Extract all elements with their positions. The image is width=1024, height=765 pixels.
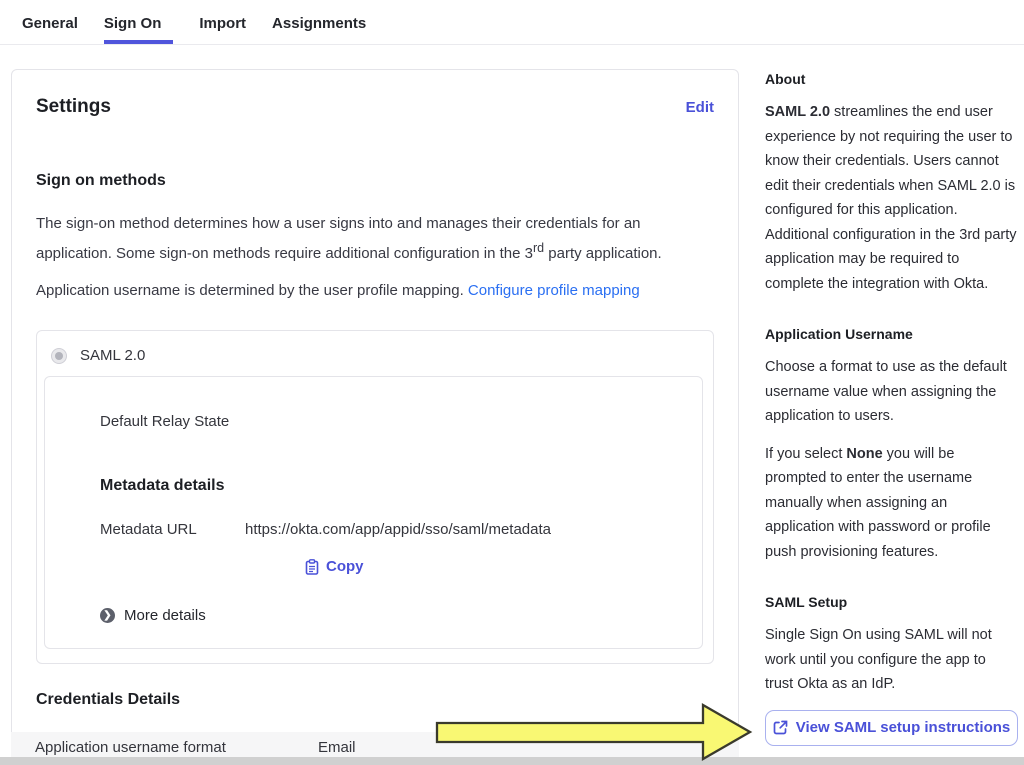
tab-assignments[interactable]: Assignments bbox=[272, 15, 367, 32]
saml-method-box bbox=[36, 330, 714, 664]
about-section bbox=[765, 71, 1018, 296]
more-details-toggle[interactable] bbox=[100, 607, 682, 624]
bottom-edge-strip bbox=[0, 757, 1024, 765]
application-username-heading: Application Username bbox=[765, 326, 913, 342]
tab-sign-on[interactable]: Sign On bbox=[104, 0, 174, 44]
saml-setup-heading: SAML Setup bbox=[765, 594, 848, 610]
tab-import[interactable]: Import bbox=[199, 15, 247, 32]
copy-metadata-url-button[interactable] bbox=[305, 558, 682, 575]
chevron-right-circle-icon: ❯ bbox=[100, 608, 115, 623]
application-username-p1: Choose a format to use as the default username value when assigning the application to users. bbox=[765, 359, 1007, 424]
help-sidebar bbox=[765, 69, 1018, 746]
tab-general[interactable]: General bbox=[22, 15, 78, 32]
copy-label: Copy bbox=[326, 558, 364, 575]
more-details-label: More details bbox=[124, 607, 206, 624]
application-username-format-label: Application username format bbox=[35, 739, 226, 756]
about-heading: About bbox=[765, 71, 806, 87]
saml-setup-section bbox=[765, 594, 1018, 746]
settings-card bbox=[11, 69, 739, 765]
metadata-url-label: Metadata URL bbox=[100, 521, 197, 538]
application-username-p2: If you select None you will be prompted to enter the username manually when assigning an application with password or profile push provisioning features. bbox=[765, 445, 991, 560]
profile-mapping-line: Application username is determined by the user profile mapping. Configure profile mapping bbox=[36, 282, 640, 299]
app-tab-bar bbox=[0, 0, 1024, 45]
metadata-details-heading: Metadata details bbox=[100, 477, 225, 494]
saml-setup-body: Single Sign On using SAML will not work until you configure the app to trust Okta as an IdP. bbox=[765, 627, 992, 692]
settings-title: Settings bbox=[36, 96, 111, 117]
saml-radio-row bbox=[44, 345, 703, 376]
metadata-url-value: https://okta.com/app/appid/sso/saml/metadata bbox=[245, 521, 551, 538]
sign-on-description-line1: The sign-on method determines how a user signs into and manages their credentials for an bbox=[36, 215, 641, 232]
default-relay-state-label: Default Relay State bbox=[100, 413, 230, 430]
metadata-url-row bbox=[100, 521, 682, 538]
credentials-details-heading: Credentials Details bbox=[36, 691, 181, 708]
clipboard-icon bbox=[305, 559, 319, 575]
settings-card-header bbox=[36, 96, 714, 118]
application-username-section bbox=[765, 326, 1018, 564]
sign-on-description-line2: application. Some sign-on methods require additional configuration in the 3rd party application. bbox=[36, 241, 662, 262]
sign-on-description bbox=[36, 212, 714, 266]
saml-radio-label: SAML 2.0 bbox=[80, 347, 146, 364]
about-body: SAML 2.0 streamlines the end user experience by not requiring the user to know their credentials. Users cannot edit their credentials when SAML 2.0 is configured for this application. Additional configuration in the 3rd party application may be required to complete the integration with Okta. bbox=[765, 104, 1017, 292]
view-saml-setup-instructions-label: View SAML setup instructions bbox=[795, 719, 1011, 736]
configure-profile-mapping-link[interactable]: Configure profile mapping bbox=[467, 282, 640, 299]
sign-on-methods-heading: Sign on methods bbox=[36, 172, 166, 189]
saml-details-box bbox=[44, 376, 703, 649]
edit-button[interactable]: Edit bbox=[685, 99, 714, 116]
main-content bbox=[0, 45, 1024, 765]
saml-radio-button[interactable] bbox=[51, 348, 67, 364]
application-username-format-value: Email bbox=[318, 739, 356, 756]
external-link-icon bbox=[773, 720, 788, 735]
view-saml-setup-instructions-button[interactable] bbox=[765, 710, 1018, 746]
